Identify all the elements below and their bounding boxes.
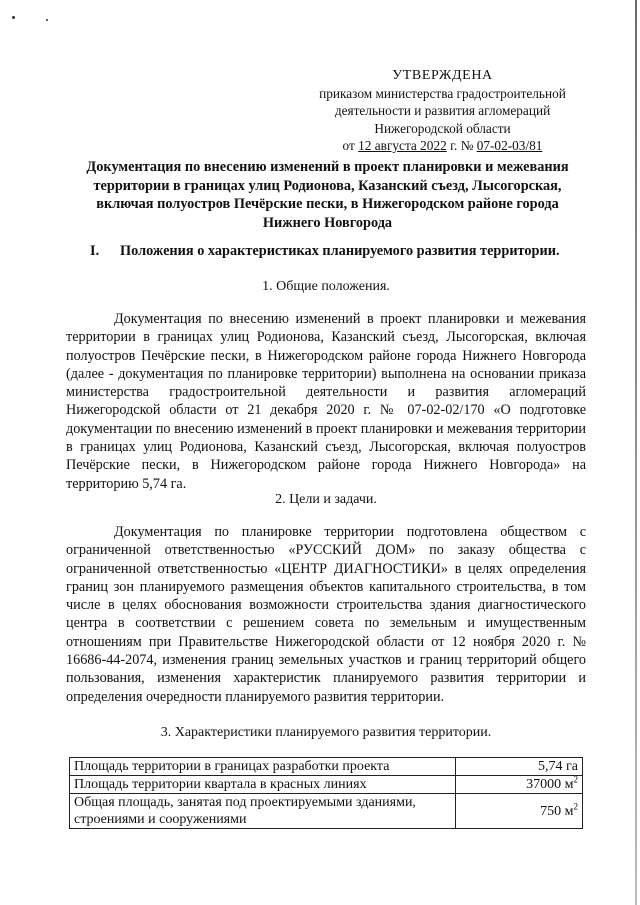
approval-date: 12 августа 2022 [358, 138, 447, 153]
approval-line: Нижегородской области [374, 120, 511, 136]
approval-line: приказом министерства градостроительной [319, 85, 566, 101]
order-number: 07-02-03/81 [476, 138, 543, 153]
goals-heading: 2. Цели и задачи. [275, 492, 377, 507]
row-value: 37000 $м^2$ [456, 776, 583, 794]
characteristics-heading: 3. Характеристики планируемого развития территории. [160, 725, 492, 740]
characteristics-table [69, 757, 583, 829]
row-label: Площадь территории в границах разработки проекта [70, 758, 456, 776]
section-number: I. [90, 243, 100, 259]
approval-title: УТВЕРЖДЕНА [392, 68, 493, 83]
scan-speck [46, 19, 48, 21]
table-row [70, 794, 583, 829]
table-row [70, 776, 583, 794]
approval-date-line [300, 137, 585, 155]
section-title: Положения о характеристиках планируемого развития территории. [120, 243, 560, 259]
row-label: Площадь территории квартала в красных линиях [70, 776, 456, 794]
scan-speck [12, 16, 15, 19]
row-value: 750 $м^2$ [456, 794, 583, 829]
date-mid: г. № [446, 138, 477, 153]
document-title: Документация по внесению изменений в проект планировки и межевания территории в границах улиц Родионова, Казанский съезд, Лысогорская, включая полуостров Печёрские пески, в Нижегородском районе города Нижнего Новгорода [86, 159, 569, 231]
section-heading [90, 242, 585, 260]
row-label: Общая площадь, занятая под проектируемыми зданиями, строениями и сооружениями [70, 794, 456, 829]
general-paragraph: Документация по внесению изменений в проект планировки и межевания территории в границах улиц Родионова, Казанский съезд, Лысогорская, включая полуостров Печёрские пески, в Нижегородском районе города Нижнего Новгорода (далее - документация по планировке территории) выполнена на основании приказа министерства градостроительной деятельности и развития агломераций Нижегородской области от 21 декабря 2020 г. № 07-02-02/170 «О подготовке документации по внесению изменений в проект планировки и межевания территории в границах улиц Родионова, Казанский съезд, Лысогорская, включая полуостров Печёрские пески, в Нижегородском районе города Нижнего Новгорода» на территорию 5,74 га. [66, 311, 586, 492]
table-row [70, 758, 583, 776]
date-prefix: от [342, 138, 359, 153]
goals-paragraph: Документация по планировке территории подготовлена обществом с ограниченной ответственностью «РУССКИЙ ДОМ» по заказу общества с ограниченной ответственностью «ЦЕНТР ДИАГНОСТИКИ» в целях определения границ зон планируемого размещения объектов капитального строительства, в том числе в целях обоснования возможности строительства здания диагностического центра в соответствии с решением совета по земельным и имущественным отношениям при Правительстве Нижегородской области от 12 ноября 2020 г. № 16686-44-2074, изменения границ земельных участков и границ территорий общего пользования, изменения характеристик планируемого развития территории и определения очередности планируемого развития территории. [66, 524, 586, 705]
row-value: 5,74 га [456, 758, 583, 776]
approval-line: деятельности и развития агломераций [334, 103, 551, 118]
approval-stamp [300, 67, 585, 155]
scan-edge-shadow [635, 0, 637, 905]
general-heading: 1. Общие положения. [262, 279, 390, 294]
